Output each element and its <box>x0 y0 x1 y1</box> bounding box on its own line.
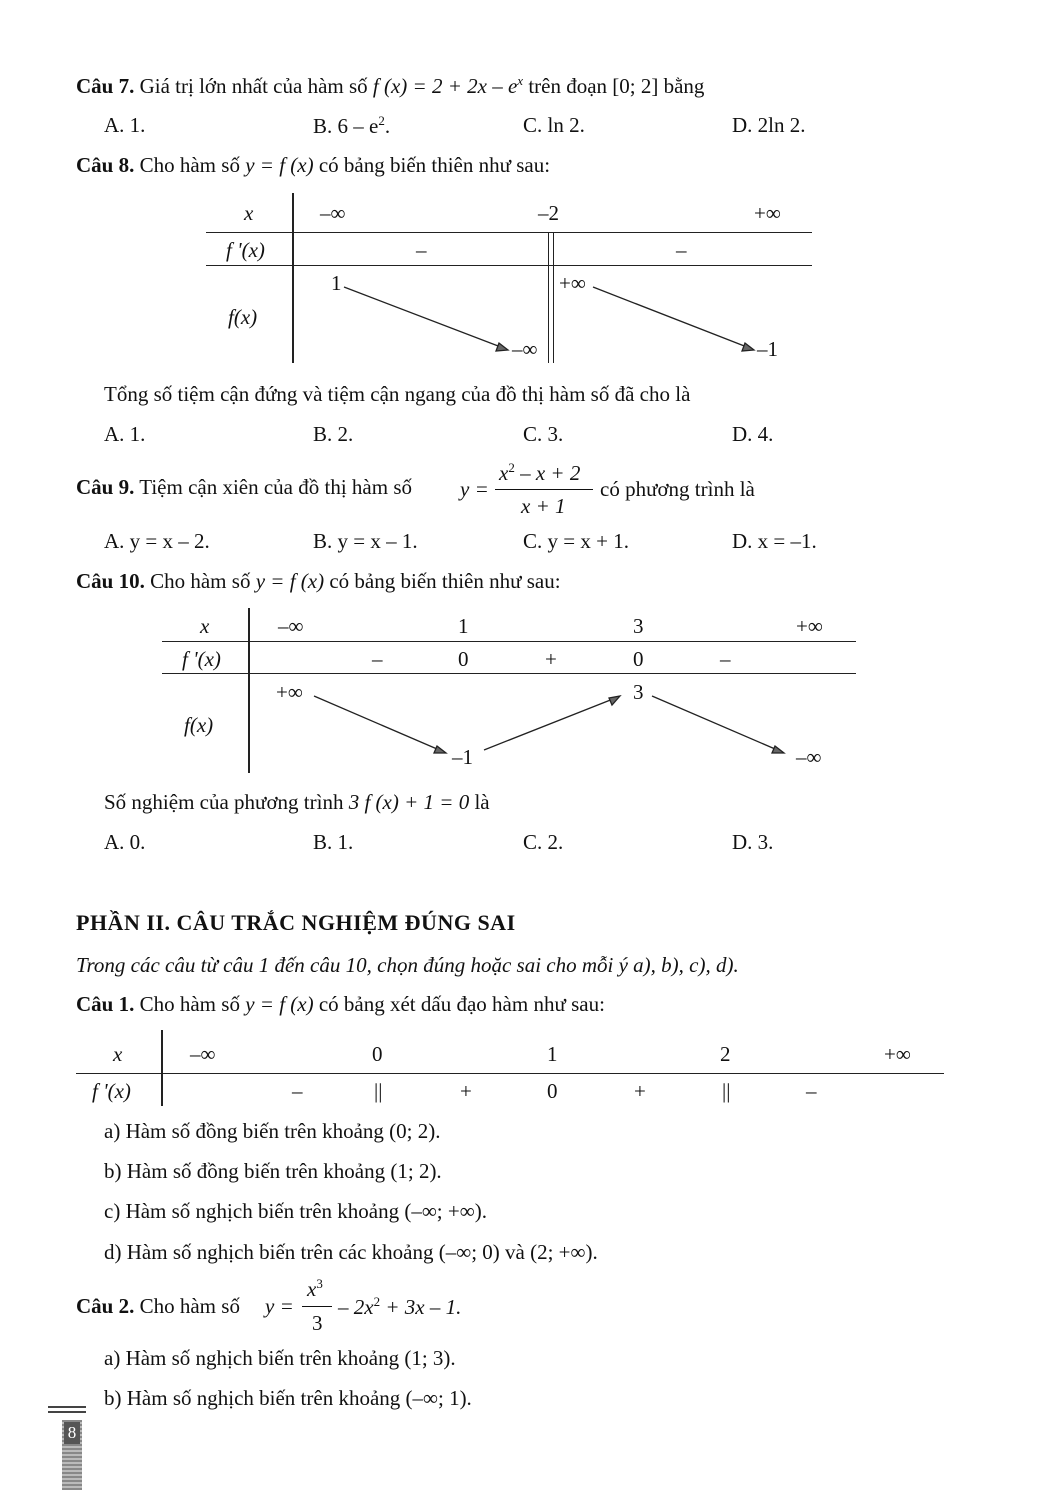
q10-arrowhead-3 <box>772 746 784 753</box>
q8-x-pos-inf: +∞ <box>754 201 781 225</box>
q8-option-d[interactable]: D. 4. <box>732 422 774 446</box>
q9-text-a: Tiệm cận xiên của đồ thị hàm số <box>139 475 412 499</box>
p2q2-y-equals: y = <box>265 1294 294 1318</box>
q7-option-d[interactable]: D. 2ln 2. <box>732 113 806 137</box>
p2q2-rest-exp: 2 <box>373 1294 381 1309</box>
q10-x-pos-inf: +∞ <box>796 614 823 638</box>
p2q1-sign-zero: 0 <box>547 1079 558 1103</box>
q8-x-neg-inf: –∞ <box>320 201 346 225</box>
q8-f-label: f(x) <box>228 305 258 329</box>
p2q2-text-a: Cho hàm số <box>139 1294 240 1318</box>
p2q1-statement-b[interactable]: b) Hàm số đồng biến trên khoảng (1; 2). <box>104 1159 442 1183</box>
q10-x-neg-inf: –∞ <box>278 614 304 638</box>
q10-sign-2: + <box>545 647 557 671</box>
q10-arrow-increasing <box>484 697 618 750</box>
p2q2-stem <box>76 1294 240 1319</box>
q9-denominator: x + 1 <box>521 494 566 518</box>
q10-text-b: có bảng biến thiên như sau: <box>329 569 561 593</box>
p2q1-function: y = f (x) <box>245 992 314 1016</box>
q8-question: Tổng số tiệm cận đứng và tiệm cận ngang của đồ thị hàm số đã cho là <box>104 382 691 406</box>
q9-y-equals: y = <box>460 477 489 501</box>
p2q2-num-x: x <box>307 1277 317 1301</box>
p2q1-sign-undef-1: || <box>374 1079 383 1103</box>
q10-sign-3: – <box>720 647 731 671</box>
part2-instruction: Trong các câu từ câu 1 đến câu 10, chọn đúng hoặc sai cho mỗi ý a), b), c), d). <box>76 953 739 977</box>
p2q2-label: Câu 2. <box>76 1294 135 1318</box>
q10-f-val-3: 3 <box>633 680 644 704</box>
q10-option-c[interactable]: C. 2. <box>523 830 564 854</box>
q10-option-b[interactable]: B. 1. <box>313 830 354 854</box>
q10-option-d[interactable]: D. 3. <box>732 830 774 854</box>
q10-arrowhead-1 <box>434 746 446 753</box>
q10-question <box>104 790 490 815</box>
q8-f-val-pos-inf: +∞ <box>559 271 586 295</box>
q10-question-b: là <box>474 790 490 814</box>
q7-option-b-end: . <box>384 114 391 138</box>
q8-option-c[interactable]: C. 3. <box>523 422 564 446</box>
p2q1-statement-d[interactable]: d) Hàm số nghịch biến trên các khoảng (–∞; 0) và (2; +∞). <box>104 1240 598 1264</box>
q7-option-b-exp: 2 <box>378 113 385 128</box>
p2q2-rest-b: + 3x – 1. <box>385 1295 462 1319</box>
p2q2-rest <box>338 1294 461 1320</box>
q7-option-c[interactable]: C. ln 2. <box>523 113 585 137</box>
q9-option-b[interactable]: B. y = x – 1. <box>313 529 418 553</box>
p2q1-sign-undef-2: || <box>722 1079 731 1103</box>
p2q1-text-b: có bảng xét dấu đạo hàm như sau: <box>318 992 605 1016</box>
p2q2-statement-a[interactable]: a) Hàm số nghịch biến trên khoảng (1; 3). <box>104 1346 456 1370</box>
q10-arrow-decreasing-1 <box>314 696 444 752</box>
p2q2-denominator: 3 <box>312 1311 323 1335</box>
q8-sign-1: – <box>416 238 427 262</box>
p2q2-statement-b[interactable]: b) Hàm số nghịch biến trên khoảng (–∞; 1). <box>104 1386 472 1410</box>
q8-f-val-neg-inf: –∞ <box>512 337 538 361</box>
p2q2-numerator <box>307 1276 323 1302</box>
q7-label: Câu 7. <box>76 74 135 98</box>
q10-sign-1: – <box>372 647 383 671</box>
q8-label: Câu 8. <box>76 153 135 177</box>
q8-text-a: Cho hàm số <box>139 153 240 177</box>
page-number-rule-1 <box>48 1406 86 1408</box>
p2q1-x-neg-inf: –∞ <box>190 1042 216 1066</box>
page-number-rule-2 <box>48 1411 86 1413</box>
q7-option-b-text: B. 6 – e <box>313 114 379 138</box>
q9-num-rest: – x + 2 <box>514 461 581 485</box>
q10-x-3: 3 <box>633 614 644 638</box>
p2q2-rest-a: – 2x <box>338 1295 374 1319</box>
p2q1-x-label: x <box>113 1042 123 1066</box>
q10-question-eq: 3 f (x) + 1 = 0 <box>348 790 470 814</box>
q8-f-val-1: 1 <box>331 271 342 295</box>
page-number: 8 <box>64 1422 80 1444</box>
q8-function: y = f (x) <box>245 153 314 177</box>
q8-fprime-label: f '(x) <box>226 238 265 262</box>
q8-sign-2: – <box>676 238 687 262</box>
q10-f-val-pos-inf: +∞ <box>276 680 303 704</box>
q9-option-c[interactable]: C. y = x + 1. <box>523 529 629 553</box>
q10-text-a: Cho hàm số <box>150 569 251 593</box>
p2q1-sign-2: + <box>460 1079 472 1103</box>
q10-f-label: f(x) <box>184 713 214 737</box>
q7-function-exp: x <box>517 73 524 88</box>
page-number-box <box>62 1420 82 1490</box>
p2q2-num-exp: 3 <box>316 1276 323 1291</box>
q10-arrowhead-2 <box>609 696 620 705</box>
p2q1-x-pos-inf: +∞ <box>884 1042 911 1066</box>
p2q1-fprime-label: f '(x) <box>92 1079 131 1103</box>
q10-x-label: x <box>200 614 210 638</box>
q9-num-x: x <box>499 461 509 485</box>
part2-heading: PHẦN II. CÂU TRẮC NGHIỆM ĐÚNG SAI <box>76 910 516 935</box>
p2q1-text-a: Cho hàm số <box>139 992 240 1016</box>
p2q1-x-2: 2 <box>720 1042 731 1066</box>
q8-x-minus-2: –2 <box>538 201 559 225</box>
q10-fprime-label: f '(x) <box>182 647 221 671</box>
q10-arrow-decreasing-2 <box>652 696 782 752</box>
q9-label: Câu 9. <box>76 475 135 499</box>
p2q1-x-0: 0 <box>372 1042 383 1066</box>
p2q1-x-1: 1 <box>547 1042 558 1066</box>
q7-text-a: Giá trị lớn nhất của hàm số <box>139 74 368 98</box>
q7-text-b: trên đoạn [0; 2] bằng <box>528 74 705 98</box>
q7-option-a[interactable]: A. 1. <box>104 113 146 137</box>
q10-f-val-minus-1: –1 <box>452 745 473 769</box>
q10-x-1: 1 <box>458 614 469 638</box>
p2q1-label: Câu 1. <box>76 992 135 1016</box>
p2q1-statement-a[interactable]: a) Hàm số đồng biến trên khoảng (0; 2). <box>104 1119 441 1143</box>
q10-option-a[interactable]: A. 0. <box>104 830 146 854</box>
q10-f-val-neg-inf: –∞ <box>796 745 822 769</box>
q10-label: Câu 10. <box>76 569 145 593</box>
q9-text-b: có phương trình là <box>600 477 755 501</box>
q9-option-d[interactable]: D. x = –1. <box>732 529 817 553</box>
q10-sign-zero-1: 0 <box>458 647 469 671</box>
q8-f-val-minus-1: –1 <box>757 337 778 361</box>
p2q1-sign-4: – <box>806 1079 817 1103</box>
q10-sign-zero-2: 0 <box>633 647 644 671</box>
p2q1-statement-c[interactable]: c) Hàm số nghịch biến trên khoảng (–∞; +∞). <box>104 1199 487 1223</box>
q8-option-a[interactable]: A. 1. <box>104 422 146 446</box>
q9-option-a[interactable]: A. y = x – 2. <box>104 529 210 553</box>
p2q2-fraction <box>302 1276 332 1340</box>
q8-x-label: x <box>244 201 254 225</box>
q10-function: y = f (x) <box>255 569 325 593</box>
p2q1-stem <box>76 992 605 1017</box>
q7-function: f (x) = 2 + 2x – e <box>372 74 518 98</box>
q8-option-b[interactable]: B. 2. <box>313 422 354 446</box>
p2q1-sign-1: – <box>292 1079 303 1103</box>
q10-question-a: Số nghiệm của phương trình <box>104 790 344 814</box>
q8-text-b: có bảng biến thiên như sau: <box>318 153 551 177</box>
q9-num-exp: 2 <box>508 460 515 475</box>
p2q1-sign-3: + <box>634 1079 646 1103</box>
